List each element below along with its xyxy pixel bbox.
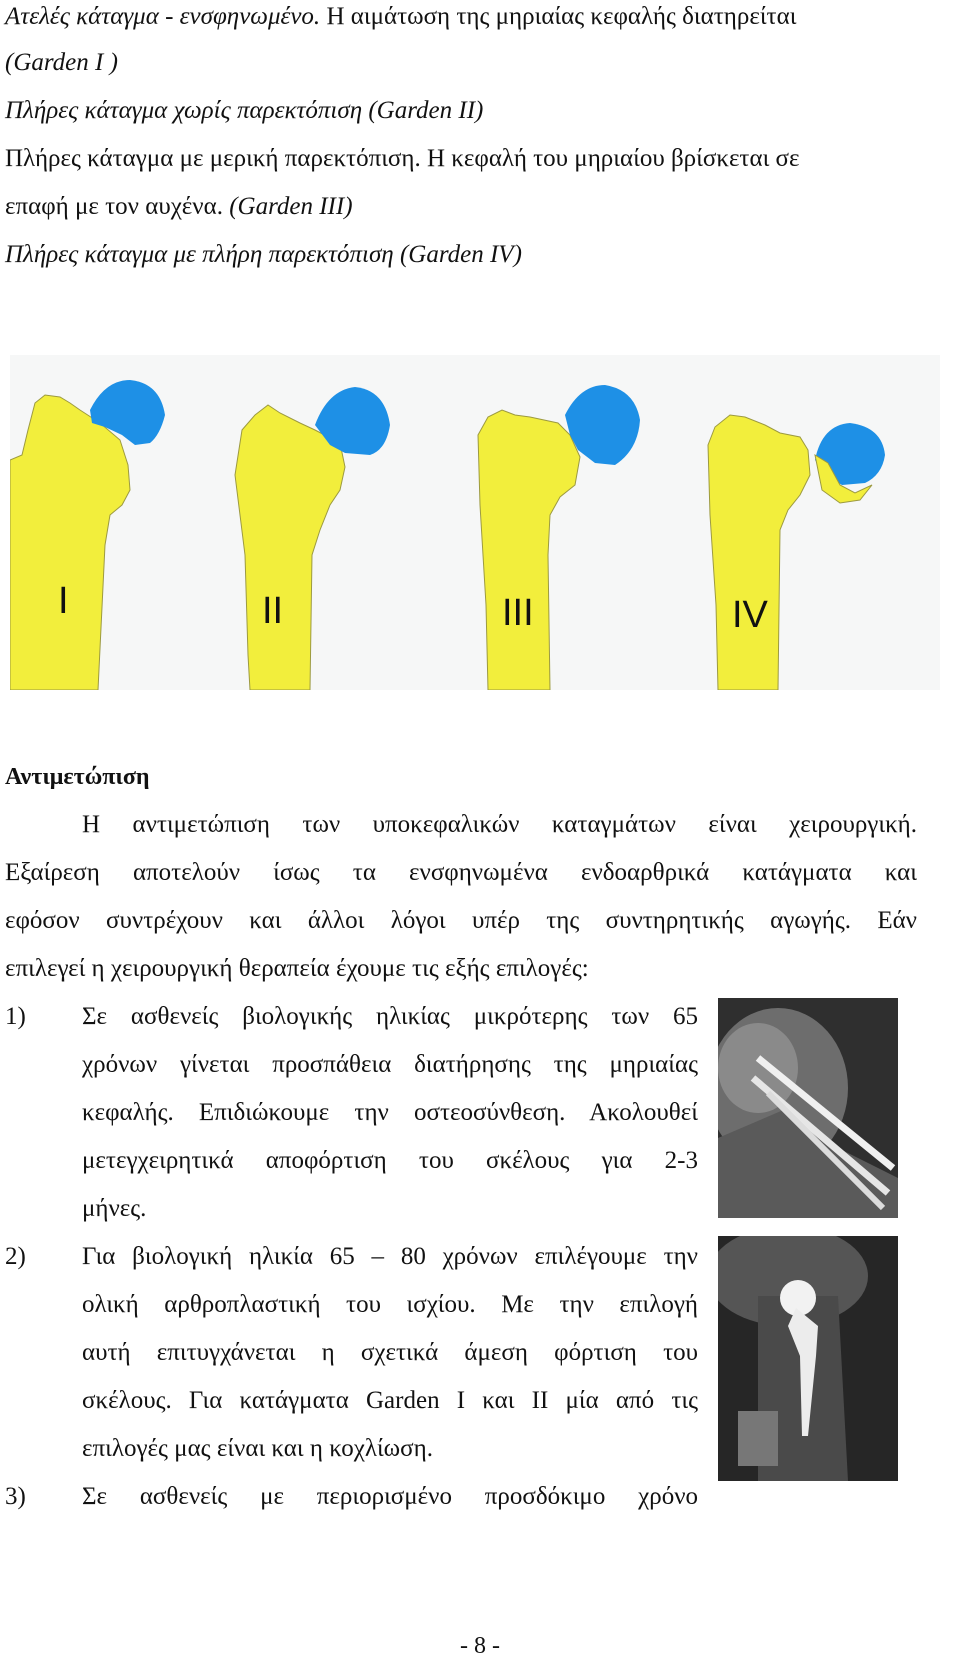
femur-garden-1 xyxy=(10,380,165,690)
list-number-1: 1) xyxy=(5,1003,26,1030)
list-2-line-2: ολική αρθροπλαστική του ισχίου. Με την επιλογή xyxy=(82,1291,698,1318)
intro-line-3: Πλήρες κάταγμα χωρίς παρεκτόπιση (Garden II) xyxy=(5,97,484,124)
list-1-line-3: κεφαλής. Επιδιώκουμε την οστεοσύνθεση. Ακολουθεί xyxy=(82,1099,698,1126)
xray-arthroplasty-image xyxy=(718,1236,898,1481)
intro-line-1 xyxy=(5,2,796,32)
list-2-line-3: αυτή επιτυγχάνεται η σχετικά άμεση φόρτιση του xyxy=(82,1339,698,1366)
intro-line-5-normal: επαφή με τον αυχένα. xyxy=(5,193,223,220)
femur-shaft-3 xyxy=(478,410,580,690)
list-2-line-5: επιλογές μας είναι και η κοχλίωση. xyxy=(82,1435,433,1462)
intro-line-4: Πλήρες κάταγμα με μερική παρεκτόπιση. Η κεφαλή του μηριαίου βρίσκεται σε xyxy=(5,145,800,172)
intro-line-6: Πλήρες κάταγμα με πλήρη παρεκτόπιση (Garden IV) xyxy=(5,241,522,268)
label-garden-4: IV xyxy=(732,594,768,636)
label-garden-1: I xyxy=(58,580,69,622)
paragraph-line-3: εφόσον συντρέχουν και άλλοι λόγοι υπέρ της συντηρητικής αγωγής. Εάν xyxy=(5,907,917,934)
section-heading: Αντιμετώπιση xyxy=(5,764,150,790)
list-2-line-4: σκέλους. Για κατάγματα Garden I και II μία από τις xyxy=(82,1387,698,1414)
xray-osteosynthesis-image xyxy=(718,998,898,1218)
intro-line-5 xyxy=(5,192,353,222)
femur-garden-4 xyxy=(708,415,885,690)
list-2-line-1: Για βιολογική ηλικία 65 – 80 χρόνων επιλέγουμε την xyxy=(82,1243,698,1270)
femur-shaft-4 xyxy=(708,415,810,690)
list-1-line-2: χρόνων γίνεται προσπάθεια διατήρησης της μηριαίας xyxy=(82,1051,698,1078)
femur-garden-2 xyxy=(235,387,390,690)
paragraph-line-1: Η αντιμετώπιση των υποκεφαλικών καταγμάτων είναι χειρουργική. xyxy=(82,811,917,838)
garden-diagram xyxy=(10,355,940,690)
list-3-line-1: Σε ασθενείς με περιορισμένο προσδόκιμο χρόνο xyxy=(82,1483,698,1510)
list-1-line-1: Σε ασθενείς βιολογικής ηλικίας μικρότερης των 65 xyxy=(82,1003,698,1030)
femur-shaft-2 xyxy=(235,405,345,690)
intro-line-2: (Garden I ) xyxy=(5,49,118,76)
list-number-2: 2) xyxy=(5,1243,26,1270)
garden-classification-figure xyxy=(10,355,940,690)
intro-line-5-italic: (Garden III) xyxy=(222,193,353,220)
paragraph-line-4: επιλεγεί η χειρουργική θεραπεία έχουμε τις εξής επιλογές: xyxy=(5,955,589,982)
intro-line-1-italic: Ατελές κάταγμα - ενσφηνωμένο. xyxy=(5,3,321,30)
femur-shaft-1 xyxy=(10,395,130,690)
list-1-line-4: μετεγχειρητικά αποφόρτιση του σκέλους για 2-3 xyxy=(82,1147,698,1174)
list-number-3: 3) xyxy=(5,1483,26,1510)
label-garden-3: III xyxy=(502,592,534,634)
femur-garden-3 xyxy=(478,385,640,690)
list-1-line-5: μήνες. xyxy=(82,1195,147,1222)
intro-line-1-normal: Η αιμάτωση της μηριαίας κεφαλής διατηρείται xyxy=(320,3,797,30)
label-garden-2: II xyxy=(262,590,284,632)
page-number: - 8 - xyxy=(460,1633,500,1659)
paragraph-line-2: Εξαίρεση αποτελούν ίσως τα ενσφηνωμένα ενδοαρθρικά κατάγματα και xyxy=(5,859,917,886)
